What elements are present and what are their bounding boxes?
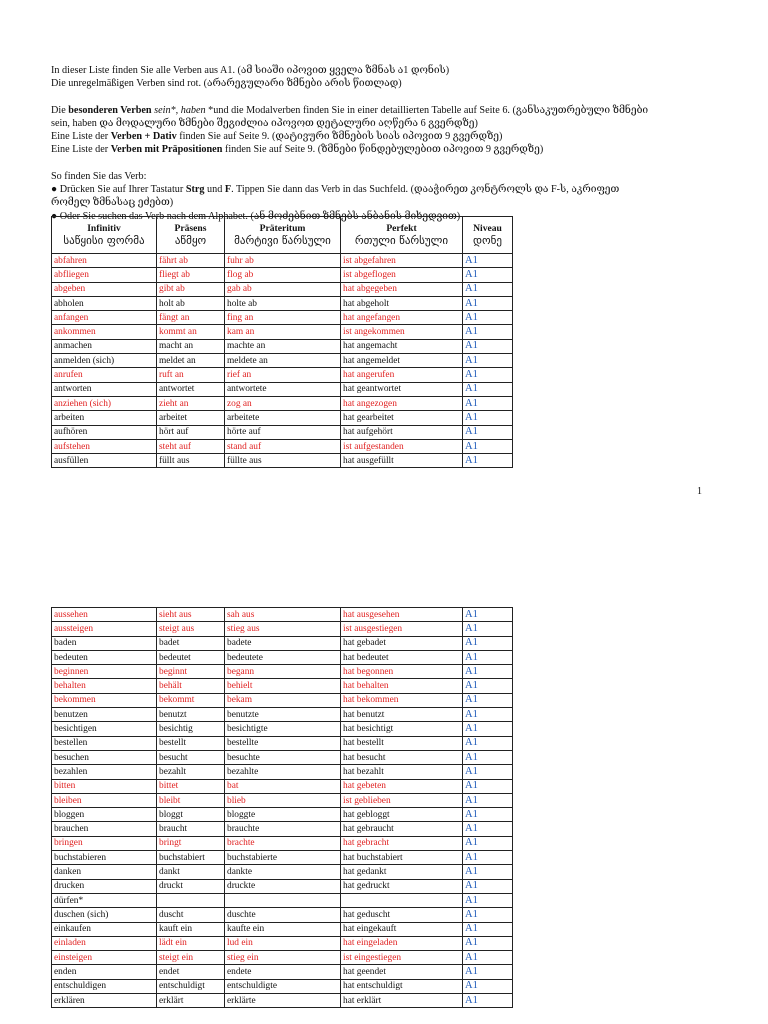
cell-infinitiv: anfangen	[52, 311, 157, 325]
cell-praeteritum: bedeutete	[225, 650, 341, 664]
cell-perfekt: hat bedeutet	[341, 650, 463, 664]
cell-praesens: bestellt	[157, 736, 225, 750]
cell-perfekt: hat gedankt	[341, 865, 463, 879]
table-row	[52, 722, 513, 736]
cell-infinitiv: behalten	[52, 679, 157, 693]
cell-infinitiv: bringen	[52, 836, 157, 850]
cell-praesens: steigt aus	[157, 622, 225, 636]
table-row	[52, 908, 513, 922]
cell-praeteritum: endete	[225, 965, 341, 979]
cell-infinitiv: baden	[52, 636, 157, 650]
cell-niveau: A1	[463, 836, 513, 850]
table-row	[52, 779, 513, 793]
table-row	[52, 311, 513, 325]
cell-praeteritum: besichtigte	[225, 722, 341, 736]
cell-praesens: bringt	[157, 836, 225, 850]
cell-praeteritum: duschte	[225, 908, 341, 922]
cell-praesens: endet	[157, 965, 225, 979]
cell-perfekt: hat angemacht	[341, 339, 463, 353]
cell-perfekt: ist aufgestanden	[341, 439, 463, 453]
cell-perfekt: hat gedruckt	[341, 879, 463, 893]
table-row	[52, 994, 513, 1008]
cell-niveau: A1	[463, 665, 513, 679]
cell-praeteritum: brachte	[225, 836, 341, 850]
cell-niveau: A1	[463, 296, 513, 310]
cell-infinitiv: aufstehen	[52, 439, 157, 453]
cell-praeteritum: kaufte ein	[225, 922, 341, 936]
table-header-row	[52, 217, 513, 254]
cell-praeteritum: hörte auf	[225, 425, 341, 439]
cell-perfekt: hat bezahlt	[341, 765, 463, 779]
cell-praesens: kauft ein	[157, 922, 225, 936]
table-row	[52, 979, 513, 993]
cell-praesens: benutzt	[157, 708, 225, 722]
cell-niveau: A1	[463, 951, 513, 965]
cell-infinitiv: aufhören	[52, 425, 157, 439]
table-row	[52, 865, 513, 879]
cell-praeteritum: machte an	[225, 339, 341, 353]
cell-praeteritum: erklärte	[225, 994, 341, 1008]
cell-infinitiv: einladen	[52, 936, 157, 950]
table-row	[52, 296, 513, 310]
cell-infinitiv: besichtigen	[52, 722, 157, 736]
cell-infinitiv: bloggen	[52, 808, 157, 822]
cell-perfekt: hat gebeten	[341, 779, 463, 793]
cell-praesens: holt ab	[157, 296, 225, 310]
table-row	[52, 693, 513, 707]
cell-praeteritum: fuhr ab	[225, 254, 341, 268]
intro-line-9: რომელ ზმნასაც ეძებთ)	[51, 197, 174, 209]
cell-perfekt: ist abgefahren	[341, 254, 463, 268]
cell-perfekt: hat begonnen	[341, 665, 463, 679]
cell-niveau: A1	[463, 311, 513, 325]
cell-perfekt: hat gebracht	[341, 836, 463, 850]
cell-niveau: A1	[463, 722, 513, 736]
cell-niveau: A1	[463, 608, 513, 622]
table-row	[52, 736, 513, 750]
cell-praesens: antwortet	[157, 382, 225, 396]
table-row	[52, 339, 513, 353]
table-row	[52, 454, 513, 468]
cell-niveau: A1	[463, 382, 513, 396]
verb-table-body-1	[52, 254, 513, 468]
cell-perfekt: hat ausgesehen	[341, 608, 463, 622]
cell-infinitiv: anziehen (sich)	[52, 396, 157, 410]
cell-praeteritum: zog an	[225, 396, 341, 410]
cell-perfekt: hat bestellt	[341, 736, 463, 750]
cell-niveau: A1	[463, 268, 513, 282]
cell-perfekt: hat geendet	[341, 965, 463, 979]
cell-perfekt: hat geduscht	[341, 908, 463, 922]
cell-perfekt: hat abgeholt	[341, 296, 463, 310]
cell-niveau: A1	[463, 779, 513, 793]
cell-praesens: fängt an	[157, 311, 225, 325]
cell-praeteritum: stieg ein	[225, 951, 341, 965]
cell-praeteritum: besuchte	[225, 750, 341, 764]
cell-niveau: A1	[463, 425, 513, 439]
cell-niveau: A1	[463, 454, 513, 468]
header-praeteritum: Präteritum მარტივი წარსული	[225, 217, 341, 254]
cell-niveau: A1	[463, 622, 513, 636]
cell-praeteritum: dankte	[225, 865, 341, 879]
cell-praeteritum: fing an	[225, 311, 341, 325]
cell-perfekt: hat angemeldet	[341, 354, 463, 368]
cell-praesens: buchstabiert	[157, 851, 225, 865]
cell-infinitiv: drucken	[52, 879, 157, 893]
table-row	[52, 879, 513, 893]
verb-table-page-2	[51, 607, 513, 1008]
table-row	[52, 708, 513, 722]
cell-praeteritum: bloggte	[225, 808, 341, 822]
cell-perfekt: ist abgeflogen	[341, 268, 463, 282]
cell-perfekt: hat gebloggt	[341, 808, 463, 822]
cell-infinitiv: bleiben	[52, 793, 157, 807]
header-niveau: Niveau დონე	[463, 217, 513, 254]
cell-perfekt: ist ausgestiegen	[341, 622, 463, 636]
cell-praeteritum: bestellte	[225, 736, 341, 750]
header-infinitiv: Infinitiv საწყისი ფორმა	[52, 217, 157, 254]
cell-praesens: druckt	[157, 879, 225, 893]
cell-praesens: bedeutet	[157, 650, 225, 664]
header-praesens: Präsens აწმყო	[157, 217, 225, 254]
cell-praesens: bekommt	[157, 693, 225, 707]
cell-infinitiv: entschuldigen	[52, 979, 157, 993]
cell-praesens: badet	[157, 636, 225, 650]
cell-praesens: besichtig	[157, 722, 225, 736]
cell-praeteritum: flog ab	[225, 268, 341, 282]
cell-praesens: besucht	[157, 750, 225, 764]
cell-infinitiv: dürfen*	[52, 893, 157, 907]
cell-infinitiv: abholen	[52, 296, 157, 310]
cell-niveau: A1	[463, 693, 513, 707]
intro-line-2: Die unregelmäßigen Verben sind rot. (არარეგულარი ზმნები არის წითლად)	[51, 78, 402, 90]
cell-niveau: A1	[463, 325, 513, 339]
cell-praesens: sieht aus	[157, 608, 225, 622]
cell-praesens: bittet	[157, 779, 225, 793]
cell-praesens	[157, 893, 225, 907]
cell-infinitiv: abfahren	[52, 254, 157, 268]
cell-praeteritum: sah aus	[225, 608, 341, 622]
table-row	[52, 325, 513, 339]
intro-line-6: Eine Liste der Verben mit Präpositionen finden Sie auf Seite 9. (ზმნები წინდებულებით იპოვით 9 გვერდზე)	[51, 144, 544, 156]
table-row	[52, 439, 513, 453]
cell-praesens: lädt ein	[157, 936, 225, 950]
intro-line-8: ● Drücken Sie auf Ihrer Tastatur Strg und F. Tippen Sie dann das Verb in das Suchfeld. (დააჭირეთ კონტროლს და F-ს, აკრიფეთ	[51, 184, 620, 196]
cell-praesens: füllt aus	[157, 454, 225, 468]
cell-infinitiv: bitten	[52, 779, 157, 793]
cell-niveau: A1	[463, 922, 513, 936]
cell-praesens: meldet an	[157, 354, 225, 368]
cell-perfekt: hat bekommen	[341, 693, 463, 707]
cell-praeteritum: buchstabierte	[225, 851, 341, 865]
cell-perfekt	[341, 893, 463, 907]
cell-praesens: kommt an	[157, 325, 225, 339]
cell-perfekt: hat eingekauft	[341, 922, 463, 936]
cell-praesens: macht an	[157, 339, 225, 353]
cell-praesens: arbeitet	[157, 411, 225, 425]
cell-niveau: A1	[463, 879, 513, 893]
cell-praeteritum: stand auf	[225, 439, 341, 453]
intro-line-7: So finden Sie das Verb:	[51, 170, 147, 182]
cell-praesens: bezahlt	[157, 765, 225, 779]
table-row	[52, 622, 513, 636]
table-row	[52, 608, 513, 622]
table-row	[52, 936, 513, 950]
cell-niveau: A1	[463, 750, 513, 764]
table-row	[52, 368, 513, 382]
cell-niveau: A1	[463, 822, 513, 836]
cell-perfekt: hat angerufen	[341, 368, 463, 382]
table-row	[52, 965, 513, 979]
cell-praeteritum: brauchte	[225, 822, 341, 836]
cell-praeteritum: bekam	[225, 693, 341, 707]
cell-praesens: dankt	[157, 865, 225, 879]
cell-infinitiv: anmelden (sich)	[52, 354, 157, 368]
cell-niveau: A1	[463, 439, 513, 453]
cell-niveau: A1	[463, 893, 513, 907]
cell-perfekt: hat ausgefüllt	[341, 454, 463, 468]
intro-line-1: In dieser Liste finden Sie alle Verben aus A1. (ამ სიაში იპოვით ყველა ზმნას ა1 დონის)	[51, 65, 450, 76]
table-row	[52, 382, 513, 396]
cell-praesens: zieht an	[157, 396, 225, 410]
cell-infinitiv: bezahlen	[52, 765, 157, 779]
cell-niveau: A1	[463, 979, 513, 993]
cell-praeteritum: begann	[225, 665, 341, 679]
cell-niveau: A1	[463, 650, 513, 664]
table-row	[52, 425, 513, 439]
cell-perfekt: ist geblieben	[341, 793, 463, 807]
cell-perfekt: hat entschuldigt	[341, 979, 463, 993]
cell-niveau: A1	[463, 679, 513, 693]
cell-niveau: A1	[463, 339, 513, 353]
cell-perfekt: hat besucht	[341, 750, 463, 764]
cell-perfekt: ist angekommen	[341, 325, 463, 339]
cell-praesens: fliegt ab	[157, 268, 225, 282]
cell-praeteritum: benutzte	[225, 708, 341, 722]
cell-perfekt: hat behalten	[341, 679, 463, 693]
cell-infinitiv: ankommen	[52, 325, 157, 339]
intro-line-5: Eine Liste der Verben + Dativ finden Sie auf Seite 9. (დატივური ზმნების სიას იპოვით 9 გვერდზე)	[51, 131, 503, 143]
cell-infinitiv: ausfüllen	[52, 454, 157, 468]
cell-infinitiv: erklären	[52, 994, 157, 1008]
table-row	[52, 268, 513, 282]
cell-praesens: bleibt	[157, 793, 225, 807]
cell-niveau: A1	[463, 793, 513, 807]
cell-infinitiv: aussehen	[52, 608, 157, 622]
cell-perfekt: hat erklärt	[341, 994, 463, 1008]
cell-perfekt: ist eingestiegen	[341, 951, 463, 965]
table-row	[52, 851, 513, 865]
cell-praeteritum: stieg aus	[225, 622, 341, 636]
cell-infinitiv: aussteigen	[52, 622, 157, 636]
cell-infinitiv: abfliegen	[52, 268, 157, 282]
cell-niveau: A1	[463, 411, 513, 425]
intro-line-3: Die besonderen Verben sein*, haben *und die Modalverben finden Sie in einer detaillierten Tabelle auf Seite 6. (განსაკუთრებული ზმნები	[51, 104, 649, 116]
table-row	[52, 396, 513, 410]
cell-praeteritum: rief an	[225, 368, 341, 382]
cell-infinitiv: buchstabieren	[52, 851, 157, 865]
cell-niveau: A1	[463, 396, 513, 410]
cell-praesens: steigt ein	[157, 951, 225, 965]
cell-praeteritum: entschuldigte	[225, 979, 341, 993]
cell-praeteritum: füllte aus	[225, 454, 341, 468]
cell-niveau: A1	[463, 865, 513, 879]
cell-infinitiv: beginnen	[52, 665, 157, 679]
cell-praeteritum: blieb	[225, 793, 341, 807]
cell-praeteritum: holte ab	[225, 296, 341, 310]
cell-praeteritum: meldete an	[225, 354, 341, 368]
cell-infinitiv: bekommen	[52, 693, 157, 707]
cell-perfekt: hat abgegeben	[341, 282, 463, 296]
cell-infinitiv: besuchen	[52, 750, 157, 764]
verb-table-page-1	[51, 216, 513, 468]
table-row	[52, 354, 513, 368]
cell-infinitiv: bedeuten	[52, 650, 157, 664]
cell-praesens: entschuldigt	[157, 979, 225, 993]
cell-niveau: A1	[463, 936, 513, 950]
page-number: 1	[697, 486, 702, 497]
cell-praesens: fährt ab	[157, 254, 225, 268]
cell-perfekt: hat gebraucht	[341, 822, 463, 836]
cell-praesens: duscht	[157, 908, 225, 922]
table-row	[52, 679, 513, 693]
cell-infinitiv: einkaufen	[52, 922, 157, 936]
table-row	[52, 665, 513, 679]
table-row	[52, 650, 513, 664]
cell-perfekt: hat aufgehört	[341, 425, 463, 439]
cell-praeteritum: lud ein	[225, 936, 341, 950]
cell-praesens: beginnt	[157, 665, 225, 679]
cell-niveau: A1	[463, 708, 513, 722]
cell-niveau: A1	[463, 736, 513, 750]
intro-text	[51, 64, 741, 223]
cell-praesens: hört auf	[157, 425, 225, 439]
cell-infinitiv: bestellen	[52, 736, 157, 750]
cell-perfekt: hat besichtigt	[341, 722, 463, 736]
cell-praeteritum: gab ab	[225, 282, 341, 296]
cell-infinitiv: anmachen	[52, 339, 157, 353]
cell-praeteritum	[225, 893, 341, 907]
table-row	[52, 922, 513, 936]
table-row	[52, 893, 513, 907]
cell-praeteritum: kam an	[225, 325, 341, 339]
verb-table-body-2	[52, 608, 513, 1008]
cell-niveau: A1	[463, 808, 513, 822]
cell-niveau: A1	[463, 282, 513, 296]
table-row	[52, 636, 513, 650]
cell-praeteritum: antwortete	[225, 382, 341, 396]
table-row	[52, 750, 513, 764]
cell-niveau: A1	[463, 636, 513, 650]
cell-praesens: behält	[157, 679, 225, 693]
cell-infinitiv: arbeiten	[52, 411, 157, 425]
cell-praeteritum: arbeitete	[225, 411, 341, 425]
cell-perfekt: hat gearbeitet	[341, 411, 463, 425]
cell-perfekt: hat geantwortet	[341, 382, 463, 396]
cell-perfekt: hat buchstabiert	[341, 851, 463, 865]
cell-infinitiv: brauchen	[52, 822, 157, 836]
cell-praeteritum: badete	[225, 636, 341, 650]
cell-niveau: A1	[463, 994, 513, 1008]
cell-praesens: steht auf	[157, 439, 225, 453]
cell-niveau: A1	[463, 851, 513, 865]
cell-niveau: A1	[463, 368, 513, 382]
table-row	[52, 951, 513, 965]
cell-praeteritum: bezahlte	[225, 765, 341, 779]
table-row	[52, 411, 513, 425]
cell-praesens: gibt ab	[157, 282, 225, 296]
cell-infinitiv: antworten	[52, 382, 157, 396]
cell-infinitiv: duschen (sich)	[52, 908, 157, 922]
cell-praeteritum: behielt	[225, 679, 341, 693]
cell-perfekt: hat benutzt	[341, 708, 463, 722]
cell-praesens: braucht	[157, 822, 225, 836]
cell-infinitiv: anrufen	[52, 368, 157, 382]
cell-infinitiv: abgeben	[52, 282, 157, 296]
cell-niveau: A1	[463, 354, 513, 368]
cell-praesens: ruft an	[157, 368, 225, 382]
cell-niveau: A1	[463, 765, 513, 779]
cell-niveau: A1	[463, 965, 513, 979]
cell-infinitiv: danken	[52, 865, 157, 879]
table-row	[52, 808, 513, 822]
cell-perfekt: hat angezogen	[341, 396, 463, 410]
cell-infinitiv: einsteigen	[52, 951, 157, 965]
table-row	[52, 282, 513, 296]
cell-praesens: erklärt	[157, 994, 225, 1008]
cell-praeteritum: druckte	[225, 879, 341, 893]
intro-line-10: ● Oder Sie suchen das Verb nach dem Alphabet. (ან მოძებნით ზმნებს ანბანის მიხედვით)	[51, 210, 461, 222]
cell-praeteritum: bat	[225, 779, 341, 793]
table-row	[52, 765, 513, 779]
table-row	[52, 254, 513, 268]
cell-perfekt: hat eingeladen	[341, 936, 463, 950]
cell-praesens: bloggt	[157, 808, 225, 822]
table-row	[52, 822, 513, 836]
intro-line-4: sein, haben და მოდალური ზმნები შეგიძლია იპოვოთ დეტალური აღწერა 6 გვერდზე)	[51, 117, 478, 129]
cell-niveau: A1	[463, 908, 513, 922]
cell-perfekt: hat angefangen	[341, 311, 463, 325]
table-row	[52, 836, 513, 850]
cell-perfekt: hat gebadet	[341, 636, 463, 650]
table-row	[52, 793, 513, 807]
cell-infinitiv: benutzen	[52, 708, 157, 722]
header-perfekt: Perfekt რთული წარსული	[341, 217, 463, 254]
cell-infinitiv: enden	[52, 965, 157, 979]
cell-niveau: A1	[463, 254, 513, 268]
